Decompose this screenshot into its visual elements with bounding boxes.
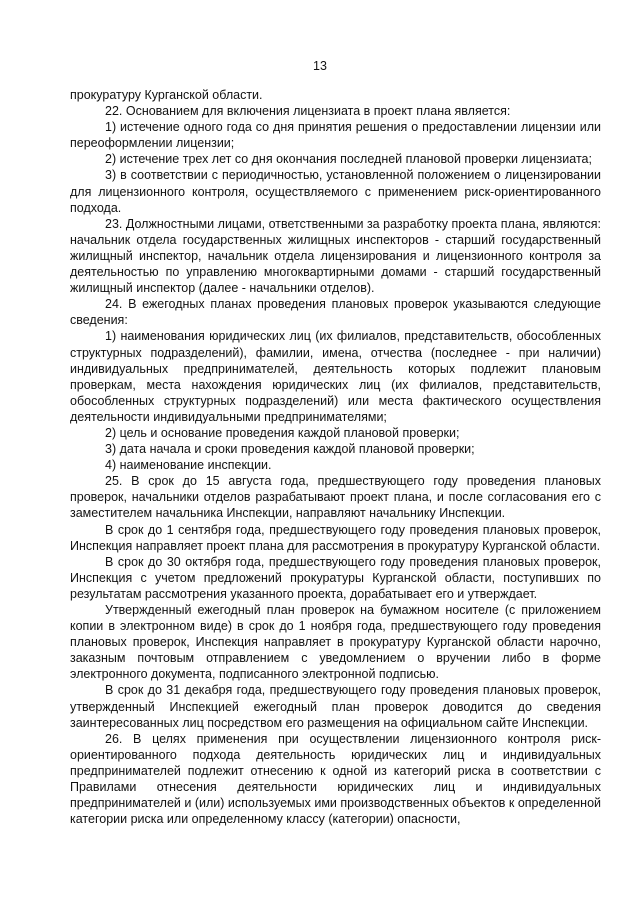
- paragraph-24-item-1: 1) наименования юридических лиц (их филиалов, представительств, обособленных структурных подразделений), фамилии, имена, отчества (последнее - при наличии) индивидуальных предпринимателей, деятельность которых подлежит плановым проверкам, места нахождения юридических лиц (их филиалов, представительств, обособленных структурных подразделений) или места фактического осуществления деятельности индивидуальными предпринимателями;: [70, 329, 601, 424]
- page-number: 13: [313, 59, 327, 73]
- paragraph-22: 22. Основанием для включения лицензиата в проект плана является:: [105, 104, 511, 119]
- paragraph-22-item-1: 1) истечение одного года со дня принятия решения о предоставлении лицензии или переоформлении лицензии;: [70, 120, 601, 151]
- paragraph-25-approved-plan: Утвержденный ежегодный план проверок на бумажном носителе (с приложением копии в электронном виде) в срок до 1 ноября года, предшествующего году проведения плановых проверок, Инспекция направляет в прокуратуру Курганской области нарочно, заказным почтовым отправлением с уведомлением о вручении либо в форме электронного документа, подписанного электронной подписью.: [70, 603, 601, 682]
- document-body: [70, 87, 601, 827]
- paragraph-25-september: В срок до 1 сентября года, предшествующего году проведения плановых проверок, Инспекция направляет проект плана для рассмотрения в прокуратуру Курганской области.: [70, 522, 601, 553]
- paragraph-24-item-3: 3) дата начала и сроки проведения каждой плановой проверки;: [105, 442, 475, 457]
- paragraph-25-october: В срок до 30 октября года, предшествующего году проведения плановых проверок, Инспекция с учетом предложений прокуратуры Курганской области, поступивших по результатам рассмотрения указанного проекта, дорабатывает его и утверждает.: [70, 554, 601, 601]
- paragraph-25: 25. В срок до 15 августа года, предшествующего году проведения плановых проверок, начальники отделов разрабатывают проект плана, и после согласования его с заместителем начальника Инспекции, направляют начальнику Инспекции.: [70, 474, 601, 521]
- paragraph-24-item-4: 4) наименование инспекции.: [105, 458, 272, 473]
- paragraph-25-december: В срок до 31 декабря года, предшествующего году проведения плановых проверок, утвержденный Инспекцией ежегодный план проверок доводится до сведения заинтересованных лиц посредством его размещения на официальном сайте Инспекции.: [70, 683, 601, 730]
- paragraph-26: 26. В целях применения при осуществлении лицензионного контроля риск-ориентированного подхода деятельность юридических лиц и индивидуальных предпринимателей подлежит отнесению к одной из категорий риска в соответствии с Правилами отнесения деятельности юридических лиц и индивидуальных предпринимателей и (или) используемых ими производственных объектов к определенной категории риска или определенному классу (категории) опасности,: [70, 731, 601, 827]
- paragraph-22-item-3: 3) в соответствии с периодичностью, установленной положением о лицензировании для лицензионного контроля, осуществляемого с применением риск-ориентированного подхода.: [70, 168, 601, 215]
- paragraph-23: 23. Должностными лицами, ответственными за разработку проекта плана, являются: начальник отдела государственных жилищных инспекторов - старший государственный жилищный инспектор, начальник отдела лицензирования и лицензионного контроля за деятельностью по управлению многоквартирными домами - старший государственный жилищный инспектор (далее - начальники отделов).: [70, 216, 601, 296]
- paragraph-22-item-2: 2) истечение трех лет со дня окончания последней плановой проверки лицензиата;: [105, 152, 592, 167]
- paragraph-24-item-2: 2) цель и основание проведения каждой плановой проверки;: [105, 425, 460, 440]
- paragraph-24: 24. В ежегодных планах проведения плановых проверок указываются следующие сведения:: [70, 297, 601, 328]
- paragraph-continuation: прокуратуру Курганской области.: [70, 88, 263, 102]
